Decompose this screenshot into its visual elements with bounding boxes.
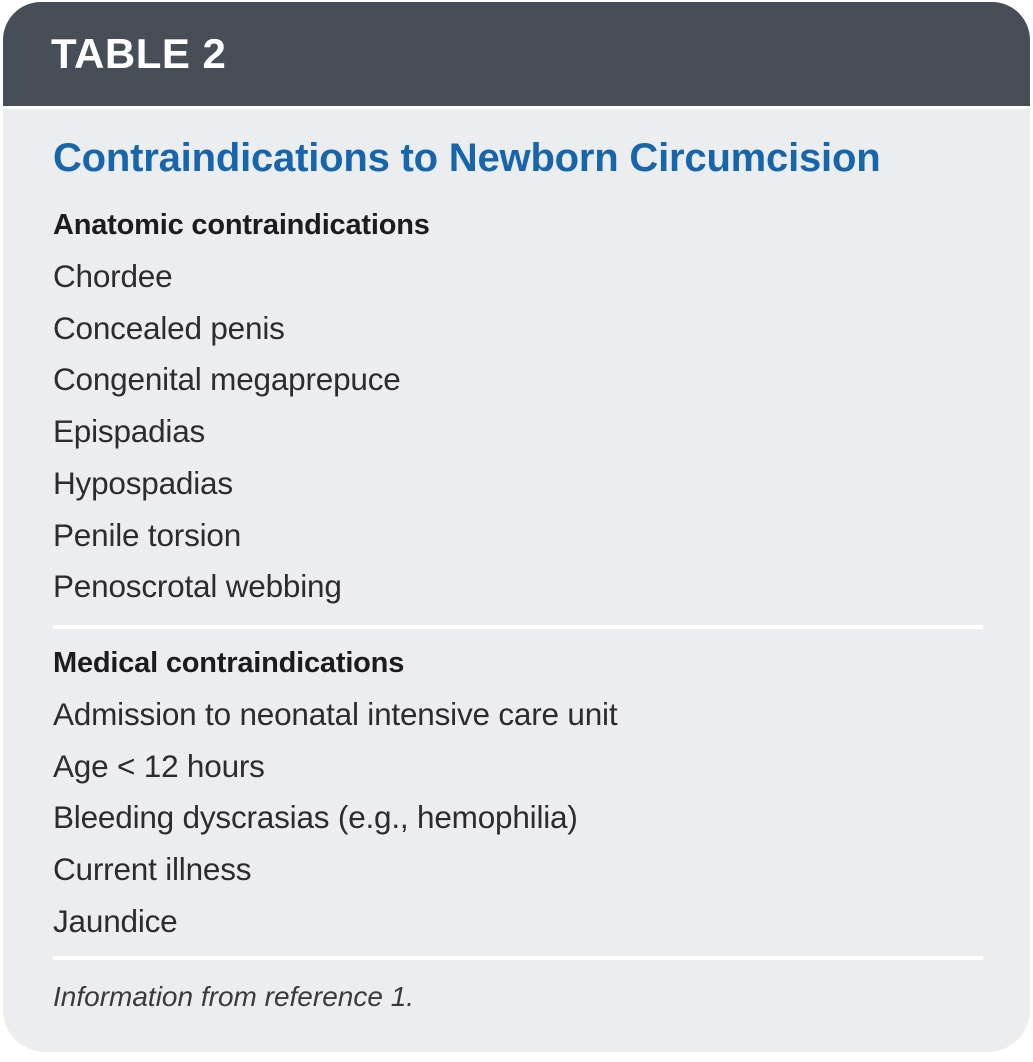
list-item: Epispadias <box>53 413 206 450</box>
footnote-divider <box>53 956 983 960</box>
list-item: Congenital megaprepuce <box>53 361 401 398</box>
section-heading-medical: Medical contraindications <box>53 646 405 679</box>
list-item: Hypospadias <box>53 464 233 501</box>
section-heading-anatomic: Anatomic contraindications <box>53 209 430 241</box>
list-item: Age < 12 hours <box>53 747 265 784</box>
table-body <box>3 109 1030 1052</box>
list-item: Current illness <box>53 851 252 888</box>
table-title: Contraindications to Newborn Circumcision <box>53 136 881 180</box>
table-footnote: Information from reference 1. <box>53 981 415 1013</box>
medical-item-list <box>53 689 985 948</box>
list-item: Admission to neonatal intensive care unit <box>53 695 618 732</box>
table-header-bar <box>3 2 1030 106</box>
list-item: Penoscrotal webbing <box>53 568 342 605</box>
anatomic-item-list <box>53 251 985 613</box>
list-item: Penile torsion <box>53 516 242 553</box>
list-item: Chordee <box>53 258 173 294</box>
list-item: Jaundice <box>53 902 178 939</box>
table-number-label: TABLE 2 <box>51 30 227 77</box>
table-card <box>3 2 1030 1052</box>
list-item: Concealed penis <box>53 309 285 346</box>
section-divider <box>53 625 983 629</box>
list-item: Bleeding dyscrasias (e.g., hemophilia) <box>53 799 578 836</box>
